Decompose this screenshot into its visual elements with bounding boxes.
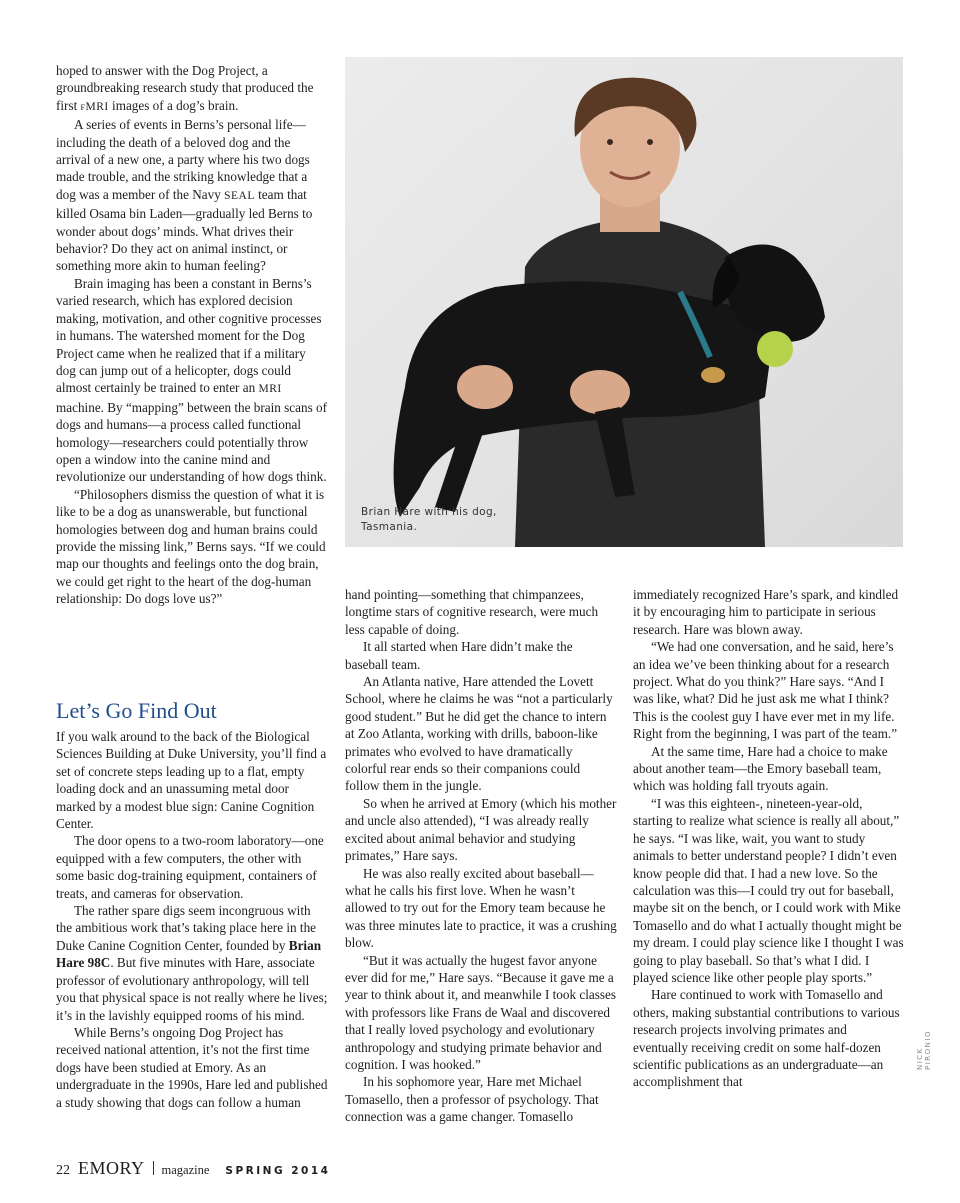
- paragraph: He was also really excited about baseball—what he calls his first love. When he wasn’t allowed to try out for the Emory team because he was three minutes late to practice, it was a crushing blow.: [345, 865, 617, 951]
- paragraph: The door opens to a two-room laboratory—one equipped with a few computers, the other with some basic dog-training equipment, containers of treats, and cameras for observation.: [56, 833, 324, 901]
- article-column-2: [345, 586, 617, 1126]
- issue-season: SPRING 2014: [225, 1165, 331, 1177]
- article-column-1-section: [56, 728, 328, 1111]
- paragraph: It all started when Hare didn’t make the baseball team.: [345, 639, 573, 672]
- brand-logo: EMORY: [78, 1158, 145, 1178]
- photo-credit: NICK PIRONIO: [916, 1030, 932, 1070]
- paragraph: In his sophomore year, Hare met Michael Tomasello, then a professor of psychology. That connection was a game changer. Tomasello: [345, 1074, 599, 1125]
- person-name: Brian Hare 98C: [56, 937, 322, 971]
- paragraph: While Berns’s ongoing Dog Project has received national attention, it’s not the first time dogs have been studied at Emory. As an undergraduate in the 1990s, Hare led and published a study showing that dogs can follow a human: [56, 1024, 328, 1110]
- page-footer: [56, 1158, 330, 1178]
- article-column-3: [633, 586, 905, 1091]
- section-heading: Let’s Go Find Out: [56, 698, 217, 723]
- paragraph: An Atlanta native, Hare attended the Lovett School, where he claims he was “not a particularly good student.” But he did get the chance to intern at Zoo Atlanta, working with drills, baboon-like primates who evolved to have dramatically colorful rear ends so their companions could follow them in the jungle.: [345, 674, 613, 794]
- paragraph: If you walk around to the back of the Biological Sciences Building at Duke University, you’ll find a set of concrete steps leading up to a flat, empty loading dock and an unassuming metal door marked by a modest blue sign: Canine Cognition Center.: [56, 729, 327, 832]
- photo-brian-hare-with-dog: [345, 57, 903, 547]
- paragraph: immediately recognized Hare’s spark, and kindled it by encouraging him to participate in serious research. Hare was blown away.: [633, 587, 899, 637]
- photo-caption: Brian Hare with his dog, Tasmania.: [361, 506, 497, 533]
- paragraph: At the same time, Hare had a choice to make about another team—the Emory baseball team, which was holding fall tryouts again.: [633, 743, 888, 794]
- paragraph: hoped to answer with the Dog Project, a groundbreaking research study that produced the first fMRI images of a dog’s brain.: [56, 63, 314, 113]
- paragraph: “We had one conversation, and he said, here’s an idea we’ve been thinking about for a research project. What do you think?” Hare says. “And I was like, what? Did he just ask me what I think? This is the coolest guy I have ever met in my life. Right from the beginning, I was part of the team.”: [633, 639, 898, 742]
- paragraph: The rather spare digs seem incongruous with the ambitious work that’s taking place here in the Duke Canine Cognition Center, founded by Brian Hare 98C. But five minutes with Hare, associate professor of evolutionary anthropology, will tell you that physical space is not really where he lives; it’s in the lavishly equipped rooms of his mind.: [56, 903, 328, 1023]
- page-number: 22: [56, 1163, 70, 1178]
- paragraph: Brain imaging has been a constant in Berns’s varied research, which has explored decision making, motivation, and other cognitive processes in humans. The watershed moment for the Dog Project came when he realized that if a military dog can jump out of a helicopter, dogs could almost certainly be trained to enter an MRI machine. By “mapping” between the brain scans of dogs and humans—a process called functional homology—researchers could potentially throw open a window into the canine mind and revolutionize our understanding of how dogs think.: [56, 275, 327, 485]
- magazine-label: magazine: [161, 1163, 210, 1177]
- paragraph: Hare continued to work with Tomasello and others, making substantial contributions to various research projects involving primates and eventually receiving credit on some half-dozen scientific publications as an undergraduate—an accomplishment that: [633, 987, 900, 1090]
- divider: [153, 1161, 154, 1175]
- paragraph: So when he arrived at Emory (which his mother and uncle also attended), “I was already really excited about animal behavior and studying primates,” Hare says.: [345, 795, 617, 864]
- photo-illustration: [345, 57, 903, 547]
- paragraph: A series of events in Berns’s personal life—including the death of a beloved dog and the arrival of a new one, a party where his two dogs made trouble, and the striking knowledge that a dog was a member of the Navy SEAL team that killed Osama bin Laden—gradually led Berns to wonder about dogs’ minds. What drives their behavior? Do they act on animal instinct, or something more akin to human feeling?: [56, 117, 313, 274]
- paragraph: “Philosophers dismiss the question of what it is like to be a dog as unanswerable, but functional homologies between dog and human brains could provide the missing link,” Berns says. “If we could map our thoughts and feelings onto the dog brain, we could get right to the heart of the dog-human relationship: Do dogs love us?”: [56, 486, 326, 607]
- paragraph: hand pointing—something that chimpanzees, longtime stars of cognitive research, were much less capable of doing.: [345, 587, 599, 637]
- paragraph: “But it was actually the hugest favor anyone ever did for me,” Hare says. “Because it gave me a year to think about it, and meanwhile I took classes with professors like Frans de Waal and discovered that I really loved psychology and evolutionary anthropology and studying primate behavior and cognition. I was hooked.”: [345, 952, 617, 1072]
- paragraph: “I was this eighteen-, nineteen-year-old, starting to realize what science is really all about,” he says. “I was like, wait, you want to study animals to better understand people? I didn’t even know people did that. I had a new love. So the calculation was this—I could try out for baseball, maybe sit on the bench, or I could work with Mike Tomasello and do what I actually thought might be my dream. I could play science like I thought I was going to play baseball. So that’s what I did. I played science like other people play sports.”: [633, 795, 904, 985]
- article-column-1: [56, 62, 328, 608]
